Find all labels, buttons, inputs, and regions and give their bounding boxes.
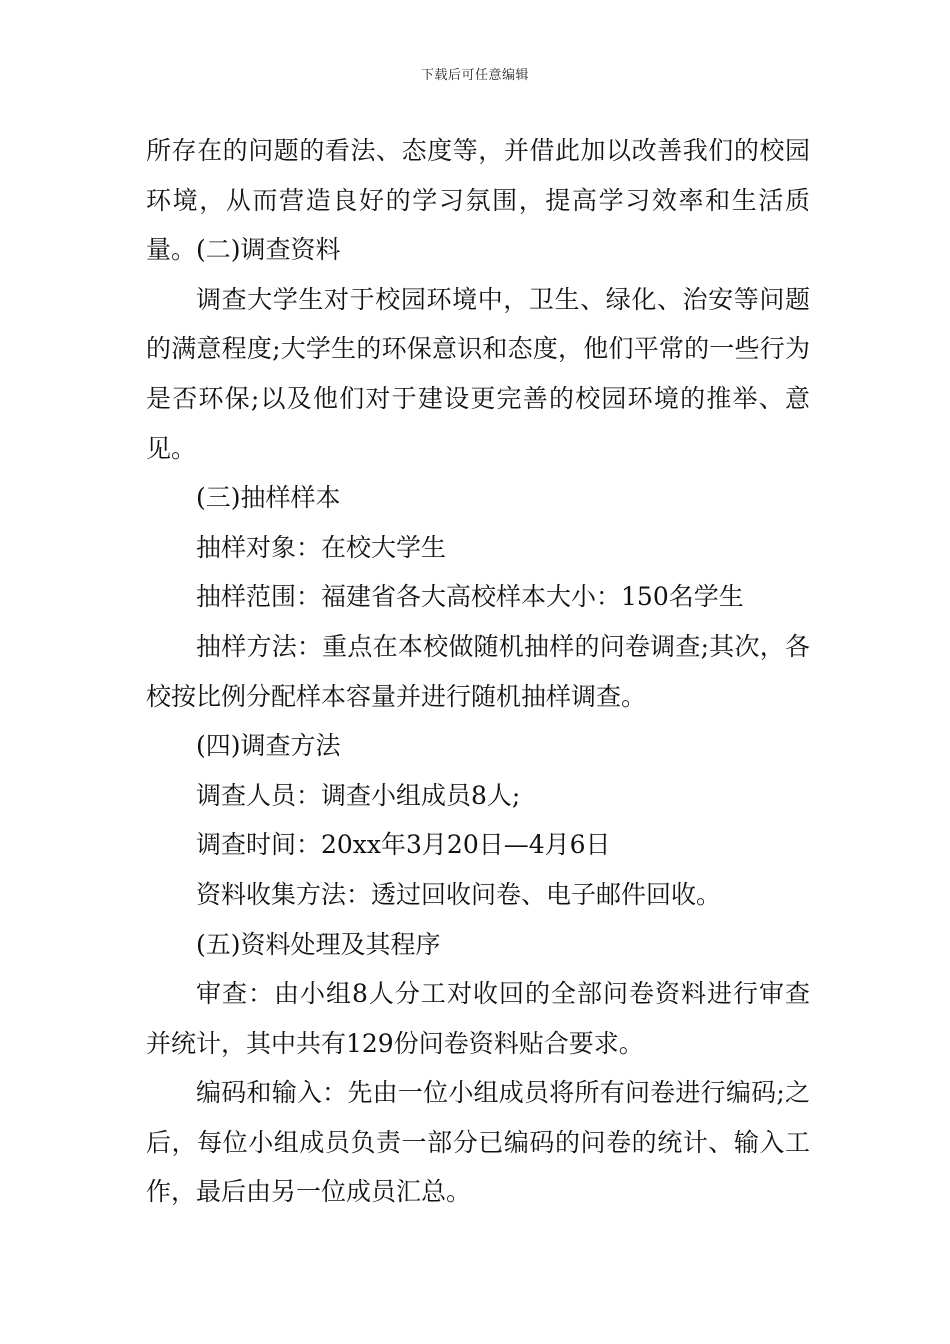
paragraph-sampling-method: 抽样方法：重点在本校做随机抽样的问卷调查;其次，各校按比例分配样本容量并进行随机抽样调查。 bbox=[146, 631, 810, 711]
paragraph-sampling-target: 抽样对象：在校大学生 bbox=[196, 532, 447, 562]
paragraph-data-collection: 资料收集方法：透过回收问卷、电子邮件回收。 bbox=[196, 879, 722, 909]
paragraph-coding-input: 编码和输入：先由一位小组成员将所有问卷进行编码;之后，每位小组成员负责一部分已编码的问卷的统计、输入工作，最后由另一位成员汇总。 bbox=[146, 1078, 810, 1207]
page-header-note: 下载后可任意编辑 bbox=[420, 68, 529, 83]
section-heading-sampling: (三)抽样样本 bbox=[196, 483, 341, 513]
paragraph-survey-staff: 调查人员：调查小组成员8人; bbox=[196, 780, 521, 810]
paragraph-purpose-continued: 所存在的问题的看法、态度等，并借此加以改善我们的校园环境，从而营造良好的学习氛围，提高学习效率和生活质量。(二)调查资料 bbox=[146, 136, 810, 265]
paragraph-survey-content: 调查大学生对于校园环境中，卫生、绿化、治安等问题的满意程度;大学生的环保意识和态度，他们平常的一些行为是否环保;以及他们对于建设更完善的校园环境的推举、意见。 bbox=[146, 284, 810, 463]
section-heading-survey-method: (四)调查方法 bbox=[196, 731, 341, 761]
section-heading-data-processing: (五)资料处理及其程序 bbox=[196, 929, 441, 959]
paragraph-review: 审查：由小组8人分工对收回的全部问卷资料进行审查并统计，其中共有129份问卷资料贴合要求。 bbox=[146, 979, 810, 1058]
paragraph-sampling-range: 抽样范围：福建省各大高校样本大小：150名学生 bbox=[196, 582, 744, 612]
paragraph-survey-time: 调查时间：20xx年3月20日—4月6日 bbox=[196, 830, 611, 860]
document-body bbox=[146, 126, 810, 1217]
